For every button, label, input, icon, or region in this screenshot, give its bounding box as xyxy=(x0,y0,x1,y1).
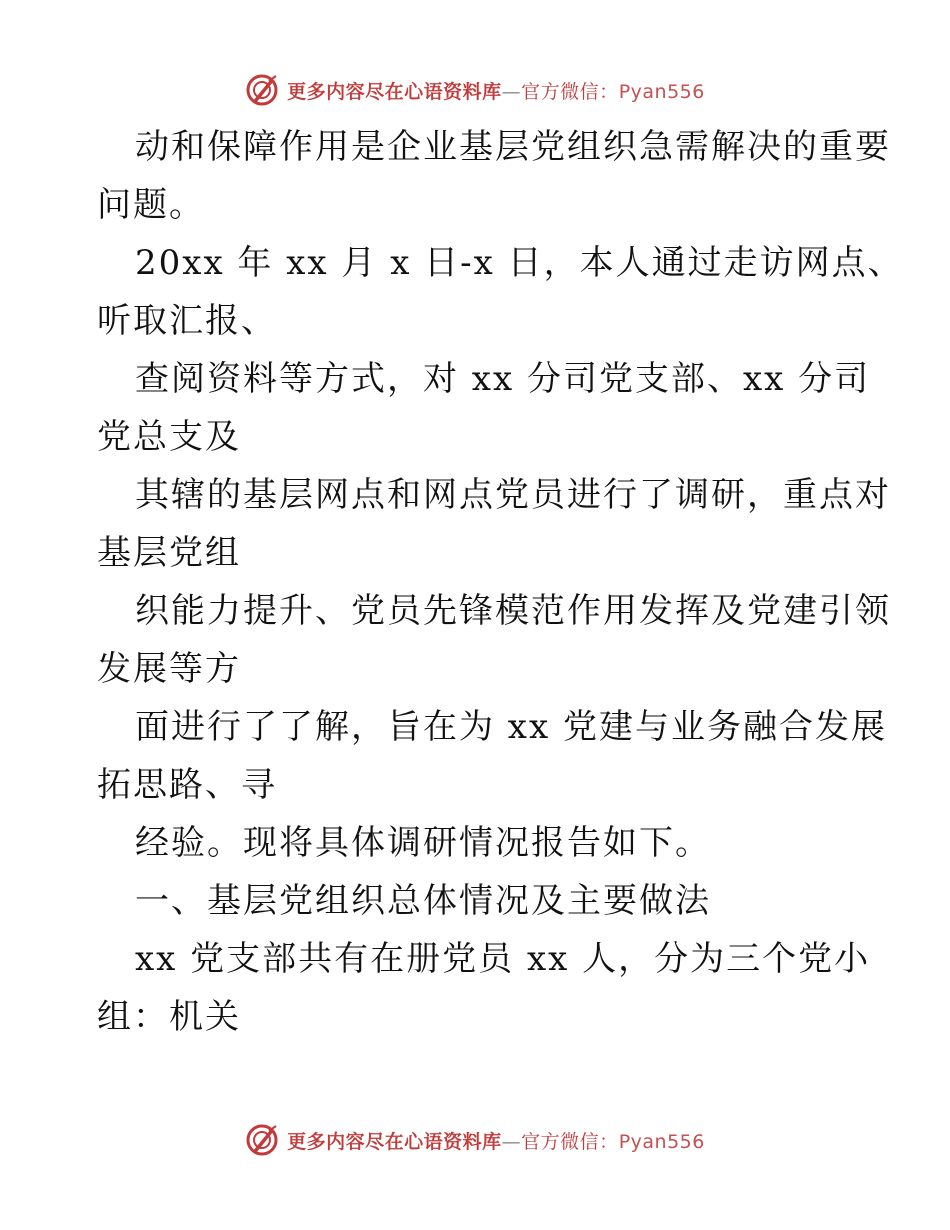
watermark-main: 更多内容尽在心语资料库 xyxy=(287,1130,502,1153)
text-line: 面进行了了解，旨在为 xx 党建与业务融合发展 xyxy=(135,707,887,747)
text-line: 拓思路、寻 xyxy=(97,765,277,805)
text-line: 组：机关 xyxy=(97,997,241,1037)
watermark-text xyxy=(287,1127,705,1154)
text-line: 动和保障作用是企业基层党组织急需解决的重要 xyxy=(135,127,891,167)
quill-logo-icon xyxy=(245,1123,279,1157)
watermark-main: 更多内容尽在心语资料库 xyxy=(287,80,502,103)
text-line: xx 党支部共有在册党员 xx 人，分为三个党小 xyxy=(135,939,871,979)
watermark-dash: — xyxy=(501,80,522,103)
text-line: 发展等方 xyxy=(97,649,241,689)
watermark-sub: 官方微信： xyxy=(521,80,619,103)
watermark-dash: — xyxy=(501,1130,522,1153)
text-line: 20xx 年 xx 月 x 日-x 日，本人通过走访网点、 xyxy=(135,243,904,283)
watermark-inner xyxy=(245,73,705,107)
watermark-sub: 官方微信： xyxy=(521,1130,619,1153)
section-heading: 一、基层党组织总体情况及主要做法 xyxy=(135,881,711,921)
document-body xyxy=(97,118,904,1046)
text-line: 织能力提升、党员先锋模范作用发挥及党建引领 xyxy=(135,591,891,631)
text-line: 查阅资料等方式，对 xx 分司党支部、xx 分司 xyxy=(135,359,871,399)
text-line: 听取汇报、 xyxy=(97,301,277,341)
watermark-inner xyxy=(245,1123,705,1157)
watermark-wechat: Pyan556 xyxy=(618,80,705,103)
header-watermark xyxy=(0,70,950,110)
footer-watermark xyxy=(0,1120,950,1160)
text-line: 其辖的基层网点和网点党员进行了调研，重点对 xyxy=(135,475,891,515)
watermark-wechat: Pyan556 xyxy=(618,1130,705,1153)
text-line: 基层党组 xyxy=(97,533,241,573)
text-line: 问题。 xyxy=(97,185,205,225)
text-line: 党总支及 xyxy=(97,417,241,457)
quill-logo-icon xyxy=(245,73,279,107)
watermark-text xyxy=(287,77,705,104)
text-line: 经验。现将具体调研情况报告如下。 xyxy=(135,823,711,863)
